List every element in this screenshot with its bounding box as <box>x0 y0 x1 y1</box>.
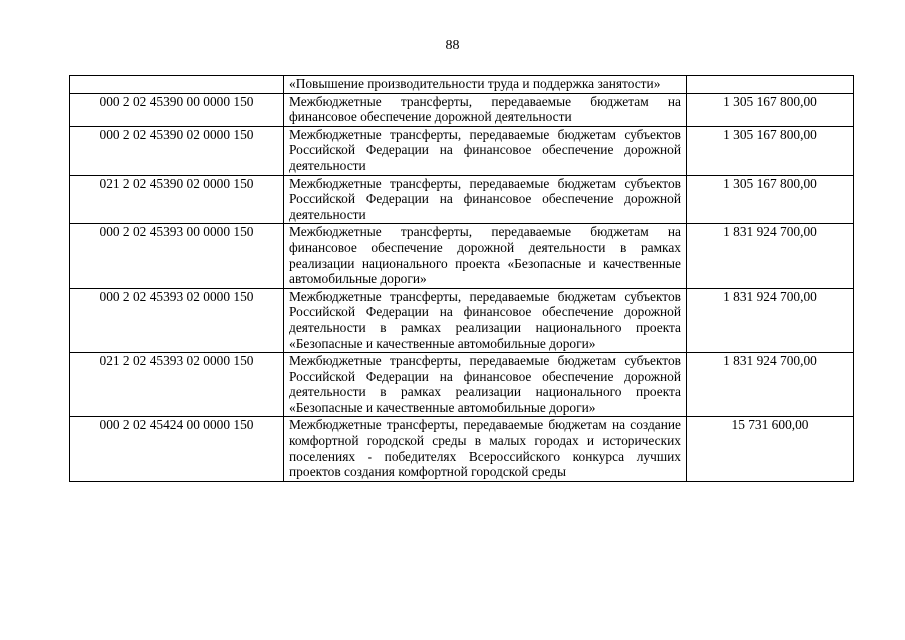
description-cell: Межбюджетные трансферты, передаваемые бюджетам на финансовое обеспечение дорожной деятельности в рамках реализации национального проекта «Безопасные и качественные автомобильные дороги» <box>284 224 687 288</box>
amount-cell: 1 831 924 700,00 <box>687 224 854 288</box>
revenue-code-cell: 021 2 02 45390 02 0000 150 <box>70 175 284 224</box>
description-cell: Межбюджетные трансферты, передаваемые бюджетам субъектов Российской Федерации на финансовое обеспечение дорожной деятельности в рамках реализации национального проекта «Безопасные и качественные автомобильные дороги» <box>284 288 687 352</box>
table-row <box>70 93 854 126</box>
page-number: 88 <box>445 38 460 53</box>
description-cell: Межбюджетные трансферты, передаваемые бюджетам субъектов Российской Федерации на финансовое обеспечение дорожной деятельности в рамках реализации национального проекта «Безопасные и качественные автомобильные дороги» <box>284 353 687 417</box>
amount-cell: 1 831 924 700,00 <box>687 288 854 352</box>
revenue-code-cell <box>70 76 284 94</box>
description-cell: Межбюджетные трансферты, передаваемые бюджетам на создание комфортной городской среды в малых городах и исторических поселениях - победителях Всероссийского конкурса лучших проектов создания комфортной городской среды <box>284 417 687 481</box>
revenue-code-cell: 000 2 02 45424 00 0000 150 <box>70 417 284 481</box>
description-cell: Межбюджетные трансферты, передаваемые бюджетам субъектов Российской Федерации на финансовое обеспечение дорожной деятельности <box>284 175 687 224</box>
revenue-code-cell: 000 2 02 45393 00 0000 150 <box>70 224 284 288</box>
revenue-code-cell: 000 2 02 45390 02 0000 150 <box>70 126 284 175</box>
amount-cell: 15 731 600,00 <box>687 417 854 481</box>
table-row <box>70 175 854 224</box>
table-row <box>70 353 854 417</box>
description-cell: «Повышение производительности труда и поддержка занятости» <box>284 76 687 94</box>
table-row <box>70 417 854 481</box>
amount-cell: 1 305 167 800,00 <box>687 126 854 175</box>
revenue-code-cell: 000 2 02 45393 02 0000 150 <box>70 288 284 352</box>
table-row <box>70 76 854 94</box>
table-row <box>70 288 854 352</box>
table-row <box>70 126 854 175</box>
amount-cell: 1 305 167 800,00 <box>687 175 854 224</box>
budget-revenue-table <box>69 75 854 482</box>
amount-cell: 1 831 924 700,00 <box>687 353 854 417</box>
table-row <box>70 224 854 288</box>
amount-cell <box>687 76 854 94</box>
revenue-code-cell: 000 2 02 45390 00 0000 150 <box>70 93 284 126</box>
amount-cell: 1 305 167 800,00 <box>687 93 854 126</box>
revenue-code-cell: 021 2 02 45393 02 0000 150 <box>70 353 284 417</box>
description-cell: Межбюджетные трансферты, передаваемые бюджетам субъектов Российской Федерации на финансовое обеспечение дорожной деятельности <box>284 126 687 175</box>
description-cell: Межбюджетные трансферты, передаваемые бюджетам на финансовое обеспечение дорожной деятельности <box>284 93 687 126</box>
